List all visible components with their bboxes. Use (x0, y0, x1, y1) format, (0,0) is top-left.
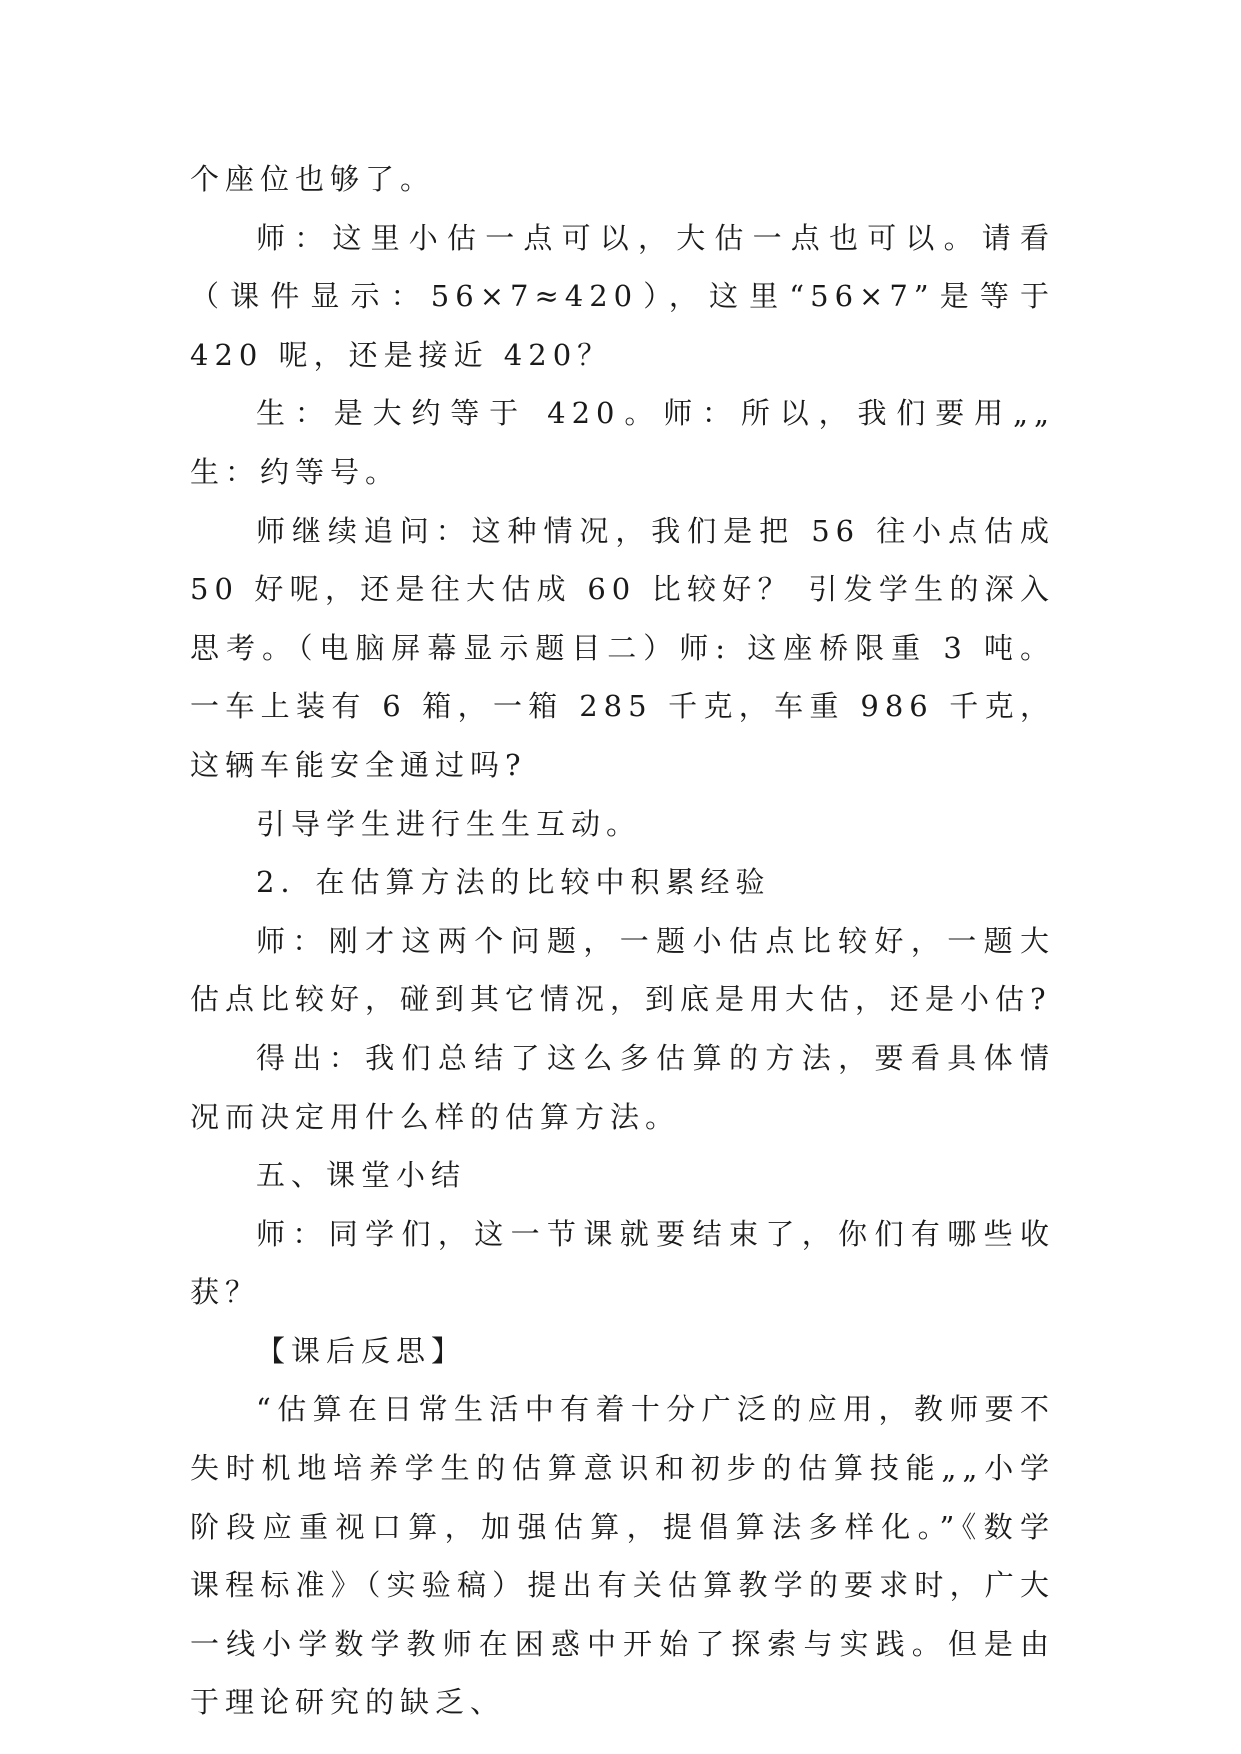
paragraph-student-approx-equal: 生：是大约等于 420。师：所以，我们要用„„ 生：约等号。 (190, 396, 1055, 489)
document-page (190, 150, 1055, 1732)
paragraph-reflection-body: “估算在日常生活中有着十分广泛的应用，教师要不失时机地培养学生的估算意识和初步的估算技能„„小学阶段应重视口算，加强估算，提倡算法多样化。”《数学课程标准》（实验稿）提出有关估算教学的要求时，广大一线小学数学教师在困惑中开始了探索与实践。但是由于理论研究的缺乏、 (190, 1392, 1055, 1720)
paragraph-reflection-heading: 【课后反思】 (256, 1333, 467, 1368)
paragraph-teacher-estimate-420: 师：这里小估一点可以，大估一点也可以。请看（课件显示：56×7≈420），这里“56×7”是等于 420 呢，还是接近 420？ (190, 220, 1055, 372)
paragraph-seat-continuation: 个座位也够了。 (190, 162, 436, 196)
paragraph-teacher-compare: 师：刚才这两个问题，一题小估点比较好，一题大估点比较好，碰到其它情况，到底是用大估，还是小估? (190, 923, 1055, 1017)
paragraph-teacher-follow-up-bridge: 师继续追问：这种情况，我们是把 56 往小点估成 50 好呢，还是往大估成 60 比较好？ 引发学生的深入思考。（电脑屏幕显示题目二）师: 这座桥限重 3 吨。一车上装有 6 箱，一箱 285 千克，车重 986 千克，这辆车能安全通过吗? (190, 513, 1055, 782)
paragraph-peer-interaction: 引导学生进行生生互动。 (256, 806, 642, 841)
paragraph-conclusion: 得出：我们总结了这么多估算的方法，要看具体情况而决定用什么样的估算方法。 (190, 1040, 1055, 1134)
paragraph-section-5-heading: 五、课堂小结 (256, 1158, 467, 1193)
paragraph-teacher-summary: 师：同学们，这一节课就要结束了，你们有哪些收获？ (190, 1216, 1055, 1310)
paragraph-section-2-heading: 2．在估算方法的比较中积累经验 (256, 865, 771, 900)
